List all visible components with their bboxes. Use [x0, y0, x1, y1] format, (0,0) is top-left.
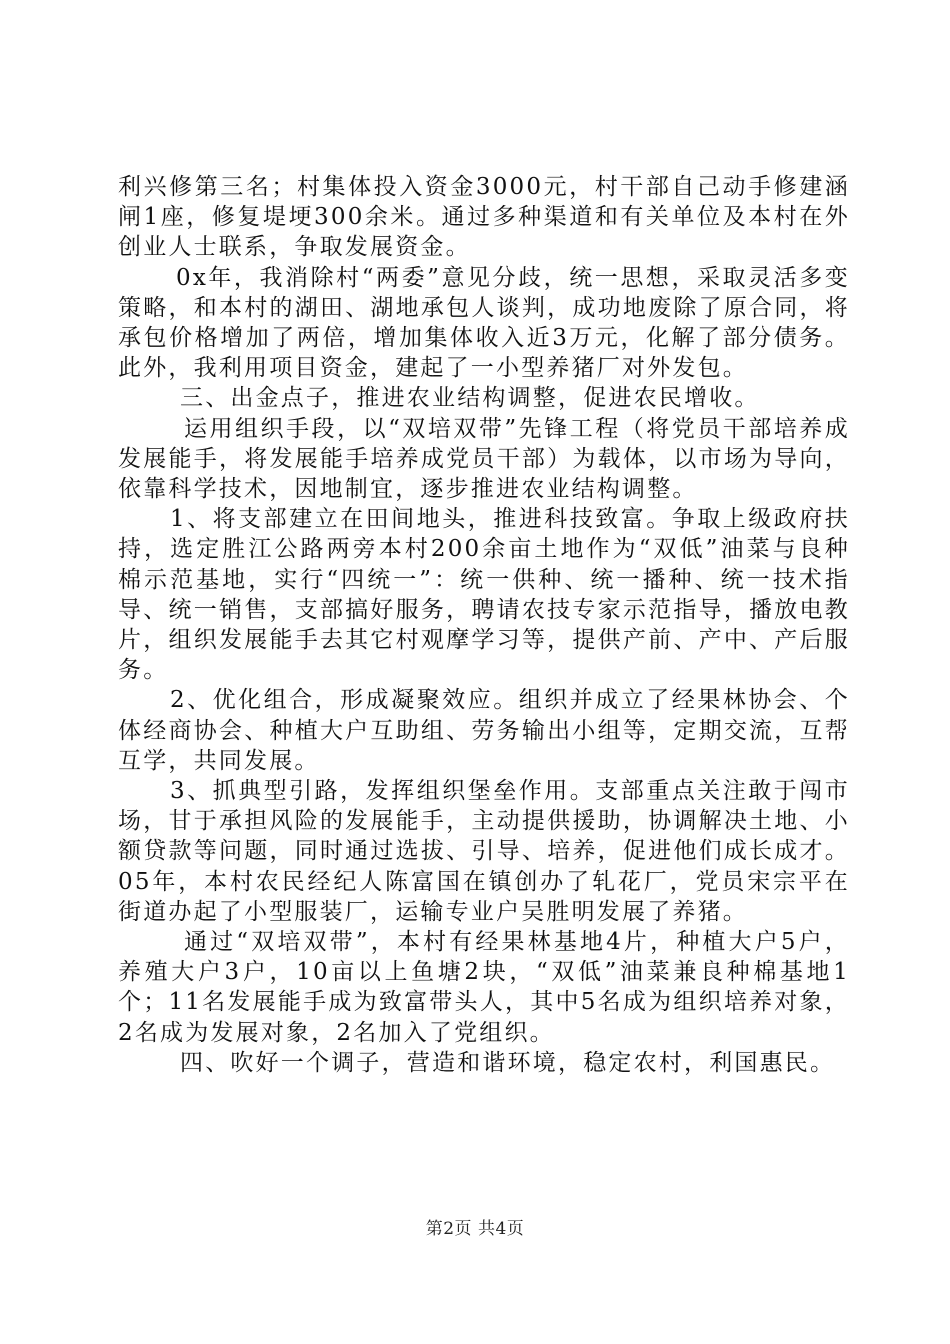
- paragraph: 通过“双培双带”，本村有经果林基地4片，种植大户5户，养殖大户3户，10亩以上鱼塘2块，“双低”油菜兼良种棉基地1个；11名发展能手成为致富带头人，其中5名成为组织培养对象，2名成为发展对象，2名加入了党组织。: [118, 929, 850, 1046]
- section-heading: 四、吹好一个调子，营造和谐环境，稳定农村，利国惠民。: [180, 1049, 836, 1076]
- paragraph: 0x年，我消除村“两委”意见分歧，统一思想，采取灵活多变策略，和本村的湖田、湖地承包人谈判，成功地废除了原合同，将承包价格增加了两倍，增加集体收入近3万元，化解了部分债务。此外，我利用项目资金，建起了一小型养猪厂对外发包。: [118, 264, 850, 382]
- page-footer: 第2页 共4页: [425, 1219, 525, 1239]
- paragraph: 运用组织手段，以“双培双带”先锋工程（将党员干部培养成发展能手，将发展能手培养成党员干部）为载体，以市场为导向，依靠科学技术，因地制宜，逐步推进农业结构调整。: [118, 415, 850, 503]
- list-item: 1、将支部建立在田间地头，推进科技致富。争取上级政府扶持，选定胜江公路两旁本村200余亩土地作为“双低”油菜与良种棉示范基地，实行“四统一”：统一供种、统一播种、统一技术指导、统一销售，支部搞好服务，聘请农技专家示范指导，播放电教片，组织发展能手去其它村观摩学习等，提供产前、产中、产后服务。: [118, 506, 850, 684]
- list-item: 3、抓典型引路，发挥组织堡垒作用。支部重点关注敢于闯市场，甘于承担风险的发展能手，主动提供援助，协调解决土地、小额贷款等问题，同时通过选拔、引导、培养，促进他们成长成才。05年，本村农民经纪人陈富国在镇创办了轧花厂，党员宋宗平在街道办起了小型服装厂，运输专业户吴胜明发展了养猪。: [118, 778, 850, 925]
- section-heading: 三、出金点子，推进农业结构调整，促进农民增收。: [180, 385, 760, 412]
- paragraph: 利兴修第三名；村集体投入资金3000元，村干部自己动手修建涵闸1座，修复堤埂300余米。通过多种渠道和有关单位及本村在外创业人士联系，争取发展资金。: [118, 174, 850, 261]
- document-body: [118, 172, 850, 1078]
- list-item: 2、优化组合，形成凝聚效应。组织并成立了经果林协会、个体经商协会、种植大户互助组、劳务输出小组等，定期交流，互帮互学，共同发展。: [118, 687, 850, 774]
